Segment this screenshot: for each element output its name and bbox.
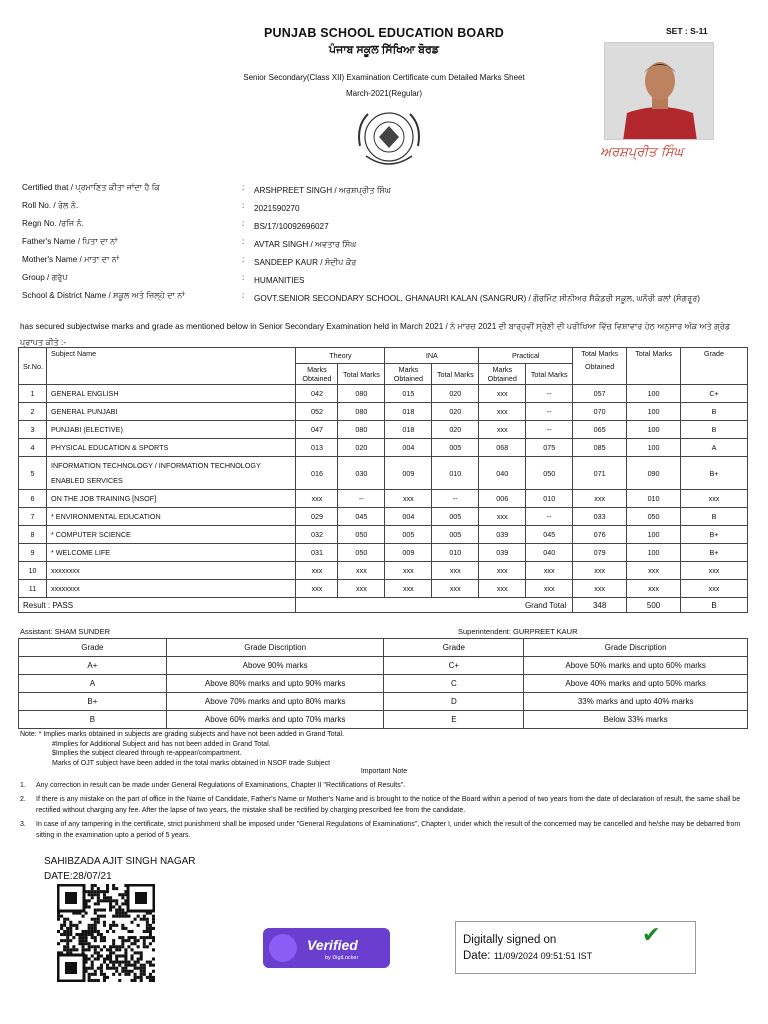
table-row: 11 xxxxxxxx xxx xxx xxx xxx xxx xxx xxx xxx xxx [19, 580, 748, 598]
roll-number: 2021590270 [254, 204, 300, 213]
table-row: 6 ON THE JOB TRAINING [NSOF] xxx -- xxx -- 006 010 xxx 010 xxx [19, 490, 748, 508]
issue-date: DATE:28/07/21 [44, 871, 112, 882]
board-title: PUNJAB SCHOOL EDUCATION BOARD [263, 26, 505, 40]
grand-total-label: Grand Total [296, 598, 573, 613]
regn-label: Regn No. /ਰਜਿ ਨੰ. [22, 219, 84, 228]
student-signature: ਅਰਸ਼ਪ੍ਰੀਤ ਸਿੰਘ [600, 145, 684, 160]
student-details: Certified that / ਪ੍ਰਮਾਣਿਤ ਕੀਤਾ ਜਾਂਦਾ ਹੈ ਕਿ : ARSHPREET SINGH / ਅਰਸ਼ਪ੍ਰੀਤ ਸਿੰਘ Roll No. / ਰੋਲ ਨੰ. : 2021590270 Regn No. /ਰਜਿ ਨੰ. : BS/17/10092696027 Father's Name / ਪਿਤਾ ਦਾ ਨਾਂ : AVTAR SINGH / ਅਵਤਾਰ ਸਿੰਘ Mother's Name / ਮਾਤਾ ਦਾ ਨਾਂ : SANDEEP KAUR / ਸੰਦੀਪ ਕੌਰ Group / ਗਰੁੱਪ : HUMANITIES School & District Name / ਸਕੂਲ ਅਤੇ ਜ਼ਿਲ੍ਹੇ ਦਾ ਨਾਂ : GOVT.SENIOR SECONDARY SCHOOL, GHANAURI KALAN (SANGRUR) / ਗੌਰਮਿੰਟ ਸੀਨੀਅਰ ਸੈਕੰਡਰੀ ਸਕੂਲ, ਘਨੌਰੀ ਕਲਾਂ (ਸੰਗਰੂਰ) [22, 183, 752, 309]
table-row: 10 xxxxxxxx xxx xxx xxx xxx xxx xxx xxx xxx xxx [19, 562, 748, 580]
table-row: 2 GENERAL PUNJABI 052 080 018 020 xxx -- 070 100 B [19, 403, 748, 421]
important-note-title: Important Note [360, 768, 408, 775]
table-row: 8 * COMPUTER SCIENCE 032 050 005 005 039 045 076 100 B+ [19, 526, 748, 544]
issue-place: SAHIBZADA AJIT SINGH NAGAR [44, 856, 196, 867]
header-grade: Grade [681, 348, 748, 385]
table-row: 3 PUNJABI (ELECTIVE) 047 080 018 020 xxx -- 065 100 B [19, 421, 748, 439]
board-emblem-logo [346, 106, 432, 176]
document-icon [269, 934, 297, 962]
exam-session: March-2021(Regular) [345, 89, 423, 98]
certified-label: Certified that / ਪ੍ਰਮਾਣਿਤ ਕੀਤਾ ਜਾਂਦਾ ਹੈ ਕਿ [22, 183, 160, 192]
roll-label: Roll No. / ਰੋਲ ਨੰ. [22, 201, 79, 210]
group-value: HUMANITIES [254, 276, 305, 285]
student-photo [604, 42, 714, 140]
qr-code[interactable] [57, 884, 155, 982]
table-row: 1 GENERAL ENGLISH 042 080 015 020 xxx -- 057 100 C+ [19, 385, 748, 403]
board-title-punjabi: ਪੰਜਾਬ ਸਕੂਲ ਸਿੱਖਿਆ ਬੋਰਡ [329, 44, 439, 56]
digital-signature-box: Digitally signed on Date: 11/09/2024 09:51:51 IST ✔ [455, 921, 696, 974]
result-status: Result : PASS [19, 598, 296, 613]
header-total-marks: Total Marks [627, 348, 681, 385]
group-label: Group / ਗਰੁੱਪ [22, 273, 68, 282]
school-name: GOVT.SENIOR SECONDARY SCHOOL, GHANAURI KALAN (SANGRUR) / ਗੌਰਮਿੰਟ ਸੀਨੀਅਰ ਸੈਕੰਡਰੀ ਸਕੂਲ, ਘਨੌਰੀ ਕਲਾਂ (ਸੰਗਰੂਰ) [254, 294, 701, 303]
header-srno: Sr.No. [19, 348, 47, 385]
header-theory: Theory [296, 348, 385, 364]
assistant-name: Assistant: SHAM SUNDER [20, 627, 111, 636]
father-label: Father's Name / ਪਿਤਾ ਦਾ ਨਾਂ [22, 237, 118, 246]
certificate-subtitle: Senior Secondary(Class XII) Examination Certificate cum Detailed Marks Sheet [243, 73, 525, 82]
statement-text: has secured subjectwise marks and grade as mentioned below in Senior Secondary Examination held in March 2021 / ਨੇ ਮਾਰਚ 2021 ਦੀ ਬਾਰ੍ਹਵੀਂ ਸ੍ਰੇਣੀ ਦੀ ਪਰੀਖਿਆ ਵਿੱਚ ਵਿਸ਼ਾਵਾਰ ਹੇਠ ਅਨੁਸਾਰ ਅੰਕ ਅਤੇ ਗ੍ਰੇਡ ਪ੍ਰਾਪਤ ਕੀਤੇ :- [20, 322, 731, 347]
digilocker-verified-badge: Verified by DigiLocker [263, 928, 390, 968]
table-row: 7 * ENVIRONMENTAL EDUCATION 029 045 004 005 xxx -- 033 050 B [19, 508, 748, 526]
mother-name: SANDEEP KAUR / ਸੰਦੀਪ ਕੌਰ [254, 258, 357, 267]
regn-number: BS/17/10092696027 [254, 222, 329, 231]
grade-description-table: Grade Grade Discription Grade Grade Discription A+ Above 90% marks C+ Above 50% marks and upto 60% marks A Above 80% marks and upto 90% marks C Above 40% marks and upto 50% marks B+ Above 70% marks and upto 80% marks D 33% marks and upto 40% marks B Above 60% marks and upto 70% marks E Below 33% marks [18, 638, 748, 729]
grand-obtained: 348 [573, 598, 627, 613]
school-label: School & District Name / ਸਕੂਲ ਅਤੇ ਜ਼ਿਲ੍ਹੇ ਦਾ ਨਾਂ [22, 291, 185, 300]
header-practical: Practical [479, 348, 573, 364]
table-row: 4 PHYSICAL EDUCATION & SPORTS 013 020 004 005 068 075 085 100 A [19, 439, 748, 457]
mother-label: Mother's Name / ਮਾਤਾ ਦਾ ਨਾਂ [22, 255, 120, 264]
grand-total: 500 [627, 598, 681, 613]
set-code: SET : S-11 [666, 26, 708, 36]
table-row: 9 * WELCOME LIFE 031 050 009 010 039 040 079 100 B+ [19, 544, 748, 562]
header-subject: Subject Name [46, 348, 296, 385]
superintendent-name: Superintendent: GURPREET KAUR [458, 627, 578, 636]
grand-total-row [19, 598, 748, 613]
header-ina: INA [385, 348, 479, 364]
checkmark-icon: ✔ [642, 922, 661, 947]
student-name: ARSHPREET SINGH / ਅਰਸ਼ਪ੍ਰੀਤ ਸਿੰਘ [254, 186, 392, 195]
notes: Note: * Implies marks obtained in subjects are grading subjects and have not been added in Grand Total. #Implies for Additional Subject and has not been added in Grand Total. $Implies the subject cleared through re-appear/compartment. Marks of OJT subject have been added in the total marks obtained in NSOF trade Subject [20, 731, 345, 767]
father-name: AVTAR SINGH / ਅਵਤਾਰ ਸਿੰਘ [254, 240, 357, 249]
header-total-obtained: Total Marks Obtained [573, 348, 627, 385]
marks-table: Sr.No. Subject Name Theory INA Practical Total Marks Obtained Total Marks Grade Marks Obtained Total Marks Marks Obtained Total Marks Marks Obtained Total Marks 1 GENERAL ENGLISH 042 080 015 020 xxx -- 057 100 C+ 2 GENERAL PUNJABI 052 080 018 020 xxx -- 070 100 B 3 PUNJABI (ELECTIVE) 047 080 018 020 xxx -- 065 100 B 4 PHYSICAL EDUCATION & SPORTS 013 020 004 005 068 075 085 100 A 5 INFORMATION TECHNOLOGY / INFORMATION TECHNOLOGY ENABLED SERVICES 016 030 009 010 040 050 071 090 B+ 6 ON THE JOB TRAINING [NSOF] xxx -- xxx -- 006 010 xxx 010 xxx 7 * ENVIRONMENTAL EDUCATION 029 045 004 005 xxx -- 033 050 B 8 * COMPUTER SCIENCE 032 050 005 005 039 045 076 100 B+ 9 * WELCOME LIFE 031 050 009 010 039 040 079 100 B+ 10 xxxxxxxx xxx xxx xxx xxx xxx xxx xxx xxx xxx 11 xxxxxxxx xxx xxx xxx xxx xxx xxx xxx xxx xxx Result : PASS Grand Total 348 500 B [18, 347, 748, 613]
table-row: 5 INFORMATION TECHNOLOGY / INFORMATION TECHNOLOGY ENABLED SERVICES 016 030 009 010 040 050 071 090 B+ [19, 457, 748, 490]
grand-grade: B [681, 598, 748, 613]
important-notes: 1. Any correction in result can be made under General Regulations of Examinations, Chapter II "Rectifications of Results". 2. If there is any mistake on the part of office in the Name of Candidate, Father's Name or Mother's Name and is brought to the notice of the Board within a period of two years from the date of declaration of result, the same shall be rectified without charging any fee. After the lapse of two years, the mistake shall be rectified by charging prescribed fee from the candidate. 3. In case of any tampering in the certificate, strict punishment shall be imposed under "General Regulations of Examinations", Chapter I, under which the result of the concerned may be cancelled and he/she may be debarred from sitting in the examination upto a period of 5 years. [20, 782, 741, 839]
